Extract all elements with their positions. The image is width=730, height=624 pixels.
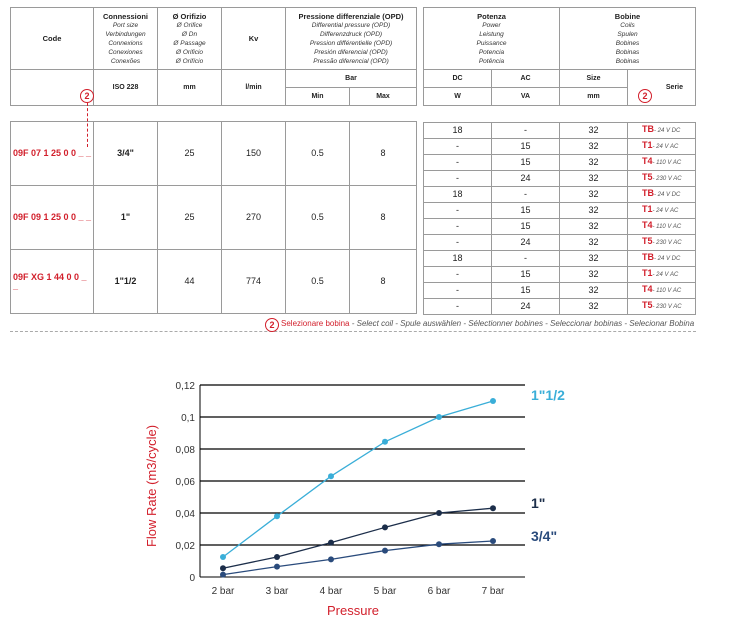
coil-size: 32 — [560, 203, 628, 219]
opd-max: 8 — [350, 186, 417, 250]
coil-dc: - — [424, 299, 492, 315]
x-tick-label: 4 bar — [319, 586, 343, 597]
coil-row — [424, 203, 696, 219]
coil-serie-code: T5 — [642, 236, 653, 246]
header-ac: AC — [492, 70, 560, 88]
coil-row — [424, 251, 696, 267]
coil-ac: 15 — [492, 203, 560, 219]
kv: 774 — [222, 250, 286, 314]
header-size-mm: mm — [560, 88, 628, 106]
coil-serie — [628, 171, 696, 187]
product-rows — [10, 121, 417, 314]
y-tick-label: 0,06 — [175, 477, 195, 488]
coil-serie — [628, 187, 696, 203]
coil-size: 32 — [560, 283, 628, 299]
coil-serie — [628, 283, 696, 299]
coil-ac: 15 — [492, 155, 560, 171]
coil-row — [424, 235, 696, 251]
coil-voltage: - 24 V AC — [652, 272, 679, 278]
data-point — [436, 541, 442, 547]
header-pressione: Pressione differenziale (OPD) Differential pressure (OPD) Differenzdruck (OPD) Pression différentielle (OPD) Presión diferencial (OPD) Pressão diferencial (OPD) — [286, 8, 417, 70]
coil-dc: - — [424, 283, 492, 299]
coil-serie-code: T1 — [642, 268, 653, 278]
coil-serie-code: T4 — [642, 156, 653, 166]
coil-ac: 15 — [492, 139, 560, 155]
coil-serie — [628, 251, 696, 267]
coil-size: 32 — [560, 139, 628, 155]
coil-size: 32 — [560, 171, 628, 187]
header-w: W — [424, 88, 492, 106]
orifice: 44 — [158, 250, 222, 314]
coil-voltage: - 110 V AC — [652, 288, 682, 294]
x-axis-title: Pressure — [326, 603, 380, 618]
coil-rows — [423, 122, 696, 315]
x-tick-label: 3 bar — [265, 586, 289, 597]
product-code: 09F 09 1 25 0 0 _ _ — [11, 186, 94, 250]
coil-row — [424, 299, 696, 315]
header-va: VA — [492, 88, 560, 106]
coil-serie — [628, 139, 696, 155]
product-code: 09F 07 1 25 0 0 _ _ — [11, 122, 94, 186]
coil-serie — [628, 203, 696, 219]
coil-serie-code: TB — [642, 188, 654, 198]
coil-serie-code: T4 — [642, 220, 653, 230]
coil-size: 32 — [560, 155, 628, 171]
header-max: Max — [350, 88, 417, 106]
coil-size: 32 — [560, 219, 628, 235]
coil-dc: - — [424, 235, 492, 251]
opd-min: 0.5 — [286, 122, 350, 186]
data-point — [328, 556, 334, 562]
coil-size: 32 — [560, 235, 628, 251]
data-point — [220, 565, 226, 571]
data-point — [490, 538, 496, 544]
y-tick-label: 0,1 — [181, 413, 195, 424]
coil-dc: 18 — [424, 187, 492, 203]
header-serie: Serie — [628, 70, 696, 106]
coil-row — [424, 155, 696, 171]
coil-serie-code: TB — [642, 124, 654, 134]
coil-voltage: - 24 V AC — [652, 208, 679, 214]
series-label: 1"1/2 — [531, 387, 565, 403]
x-tick-label: 7 bar — [481, 586, 505, 597]
x-tick-label: 5 bar — [373, 586, 397, 597]
series-label: 1" — [531, 495, 546, 511]
y-tick-label: 0,04 — [175, 509, 195, 520]
footnote-red: Selezionare bobina — [281, 319, 350, 328]
coil-serie — [628, 267, 696, 283]
footnote-divider — [10, 331, 696, 332]
coil-serie — [628, 235, 696, 251]
product-code: 09F XG 1 44 0 0 _ _ — [11, 250, 94, 314]
coil-dc: - — [424, 155, 492, 171]
coil-row — [424, 283, 696, 299]
data-point — [274, 564, 280, 570]
series-label: 3/4" — [531, 528, 558, 544]
data-point — [382, 524, 388, 530]
orifice: 25 — [158, 186, 222, 250]
data-point — [220, 554, 226, 560]
coil-ac: 15 — [492, 219, 560, 235]
coil-ac: 24 — [492, 235, 560, 251]
coil-dc: - — [424, 203, 492, 219]
coil-serie-code: T5 — [642, 172, 653, 182]
data-point — [382, 439, 388, 445]
header-connessioni: Connessioni Port size Verbindungen Connexions Conexiones Conexões — [94, 8, 158, 70]
y-tick-label: 0,12 — [175, 381, 195, 392]
series-line — [223, 541, 493, 575]
coil-serie-code: T4 — [642, 284, 653, 294]
note-marker-left: 2 — [80, 89, 94, 103]
kv: 150 — [222, 122, 286, 186]
coil-ac: 15 — [492, 267, 560, 283]
header-bobine: Bobine Coils Spulen Bobines Bobinas Bobinas — [560, 8, 696, 70]
note-marker-right: 2 — [638, 89, 652, 103]
coil-serie-code: T1 — [642, 140, 653, 150]
data-point — [436, 510, 442, 516]
data-point — [490, 398, 496, 404]
coil-dc: 18 — [424, 123, 492, 139]
series-line — [223, 401, 493, 557]
coil-dc: - — [424, 139, 492, 155]
product-table — [10, 7, 417, 106]
opd-min: 0.5 — [286, 186, 350, 250]
header-orifizio: Ø Orifizio Ø Orifice Ø Dn Ø Passage Ø Orificio Ø Orifício — [158, 8, 222, 70]
coil-voltage: - 230 V AC — [652, 304, 682, 310]
opd-max: 8 — [350, 250, 417, 314]
coil-ac: 24 — [492, 171, 560, 187]
coil-ac: - — [492, 123, 560, 139]
coil-ac: 15 — [492, 283, 560, 299]
coil-serie — [628, 299, 696, 315]
header-kv: Kv — [222, 8, 286, 70]
header-potenza: Potenza Power Leistung Puissance Potencia Potência — [424, 8, 560, 70]
coil-row — [424, 139, 696, 155]
opd-min: 0.5 — [286, 250, 350, 314]
header-code: Code — [11, 8, 94, 70]
table-row — [11, 122, 417, 186]
footnote — [281, 319, 694, 328]
data-point — [436, 414, 442, 420]
y-axis-title: Flow Rate (m3/cycle) — [144, 424, 159, 548]
coil-dc: - — [424, 219, 492, 235]
header-lmin: l/min — [222, 70, 286, 106]
coil-size: 32 — [560, 267, 628, 283]
data-point — [274, 554, 280, 560]
coil-voltage: - 230 V AC — [652, 240, 682, 246]
header-size: Size — [560, 70, 628, 88]
orifice: 25 — [158, 122, 222, 186]
y-tick-label: 0,02 — [175, 541, 195, 552]
y-tick-label: 0,08 — [175, 445, 195, 456]
port-size: 3/4" — [94, 122, 158, 186]
port-size: 1"1/2 — [94, 250, 158, 314]
opd-max: 8 — [350, 122, 417, 186]
coil-serie — [628, 155, 696, 171]
y-tick-label: 0 — [189, 573, 195, 584]
port-size: 1" — [94, 186, 158, 250]
coil-dc: 18 — [424, 251, 492, 267]
coil-dc: - — [424, 267, 492, 283]
header-iso: ISO 228 — [94, 70, 158, 106]
footnote-rest: - Select coil - Spule auswählen - Sélectionner bobines - Seleccionar bobinas - Selecionar Bobina — [349, 319, 695, 328]
coil-ac: - — [492, 251, 560, 267]
coil-size: 32 — [560, 123, 628, 139]
header-bar: Bar — [286, 70, 417, 88]
coil-table — [423, 7, 696, 106]
coil-row — [424, 171, 696, 187]
data-point — [382, 548, 388, 554]
coil-ac: - — [492, 187, 560, 203]
table-row — [11, 250, 417, 314]
data-point — [220, 572, 226, 578]
coil-voltage: - 24 V AC — [652, 144, 679, 150]
coil-serie-code: T1 — [642, 204, 653, 214]
coil-row — [424, 187, 696, 203]
x-tick-label: 2 bar — [211, 586, 235, 597]
data-point — [328, 540, 334, 546]
coil-row — [424, 123, 696, 139]
coil-serie-code: T5 — [642, 300, 653, 310]
coil-dc: - — [424, 171, 492, 187]
footnote-marker: 2 — [265, 318, 279, 332]
header-dc: DC — [424, 70, 492, 88]
coil-row — [424, 219, 696, 235]
coil-row — [424, 267, 696, 283]
table-row — [11, 186, 417, 250]
header-mm: mm — [158, 70, 222, 106]
data-point — [490, 505, 496, 511]
kv: 270 — [222, 186, 286, 250]
coil-serie — [628, 219, 696, 235]
coil-voltage: - 230 V AC — [652, 176, 682, 182]
coil-serie — [628, 123, 696, 139]
coil-ac: 24 — [492, 299, 560, 315]
data-point — [328, 473, 334, 479]
series-line — [223, 508, 493, 568]
flow-rate-chart — [0, 360, 730, 624]
coil-voltage: - 110 V AC — [652, 224, 682, 230]
x-tick-label: 6 bar — [427, 586, 451, 597]
coil-size: 32 — [560, 251, 628, 267]
coil-size: 32 — [560, 299, 628, 315]
header-min: Min — [286, 88, 350, 106]
coil-size: 32 — [560, 187, 628, 203]
note-leader-line — [87, 103, 88, 147]
coil-serie-code: TB — [642, 252, 654, 262]
data-point — [274, 513, 280, 519]
coil-voltage: - 110 V AC — [652, 160, 682, 166]
coil-voltage: - 24 V DC — [654, 256, 681, 262]
coil-voltage: - 24 V DC — [654, 128, 681, 134]
coil-voltage: - 24 V DC — [654, 192, 681, 198]
